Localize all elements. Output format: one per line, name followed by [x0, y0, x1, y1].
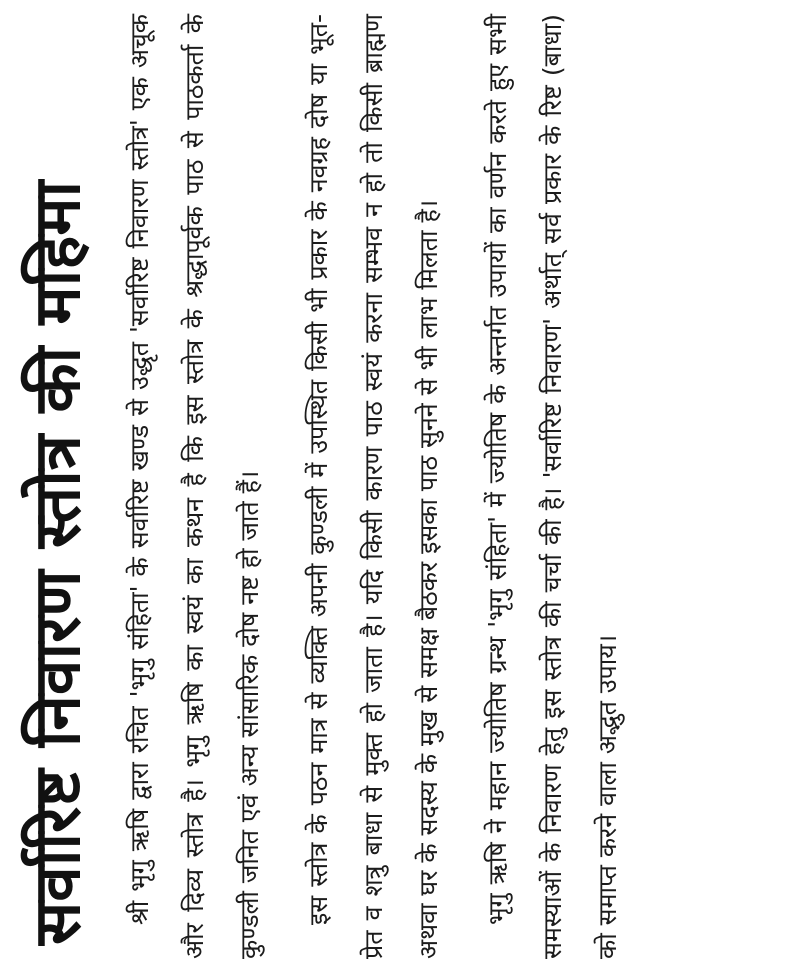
article-paragraph-1: श्री भृगु ऋषि द्वारा रचित 'भृगु संहिता' के सर्वारिष्ट खण्ड से उद्धृत 'सर्वारिष्ट निवारण स्तोत्र' एक अचूक और दिव्य स्तोत्र है। भृगु ऋषि का स्वयं का कथन है कि इस स्तोत्र के श्रद्धापूर्वक पाठ से पाठकर्ता के कुण्डली जनित एवं अन्य सांसारिक दोष नष्ट हो जाते हैं।	[125, 14, 264, 959]
article-paragraph-3: भृगु ऋषि ने महान ज्योतिष ग्रन्थ 'भृगु संहिता' में ज्योतिष के अन्तर्गत उपायों का वर्णन करते हुए सभी समस्याओं के निवारण हेतु इस स्तोत्र की चर्चा की है। 'सर्वारिष्ट निवारण' अर्थात् सर्व प्रकार के रिष्ट (बाधा) को समाप्त करने वाला अद्भुत उपाय।	[483, 14, 622, 959]
article-body	[112, 14, 649, 959]
article-paragraph-2: इस स्तोत्र के पठन मात्र से व्यक्ति अपनी कुण्डली में उपस्थित किसी भी प्रकार के नवग्रह दोष या भूत-प्रेत व शत्रु बाधा से मुक्त हो जाता है। यदि किसी कारण पाठ स्वयं करना सम्भव न हो तो किसी ब्राह्मण अथवा घर के सदस्य के मुख से समक्ष बैठकर इसका पाठ सुनने से भी लाभ मिलता है।	[304, 14, 443, 959]
article-title: सर्वारिष्ट निवारण स्तोत्र की महिमा	[21, 180, 95, 945]
